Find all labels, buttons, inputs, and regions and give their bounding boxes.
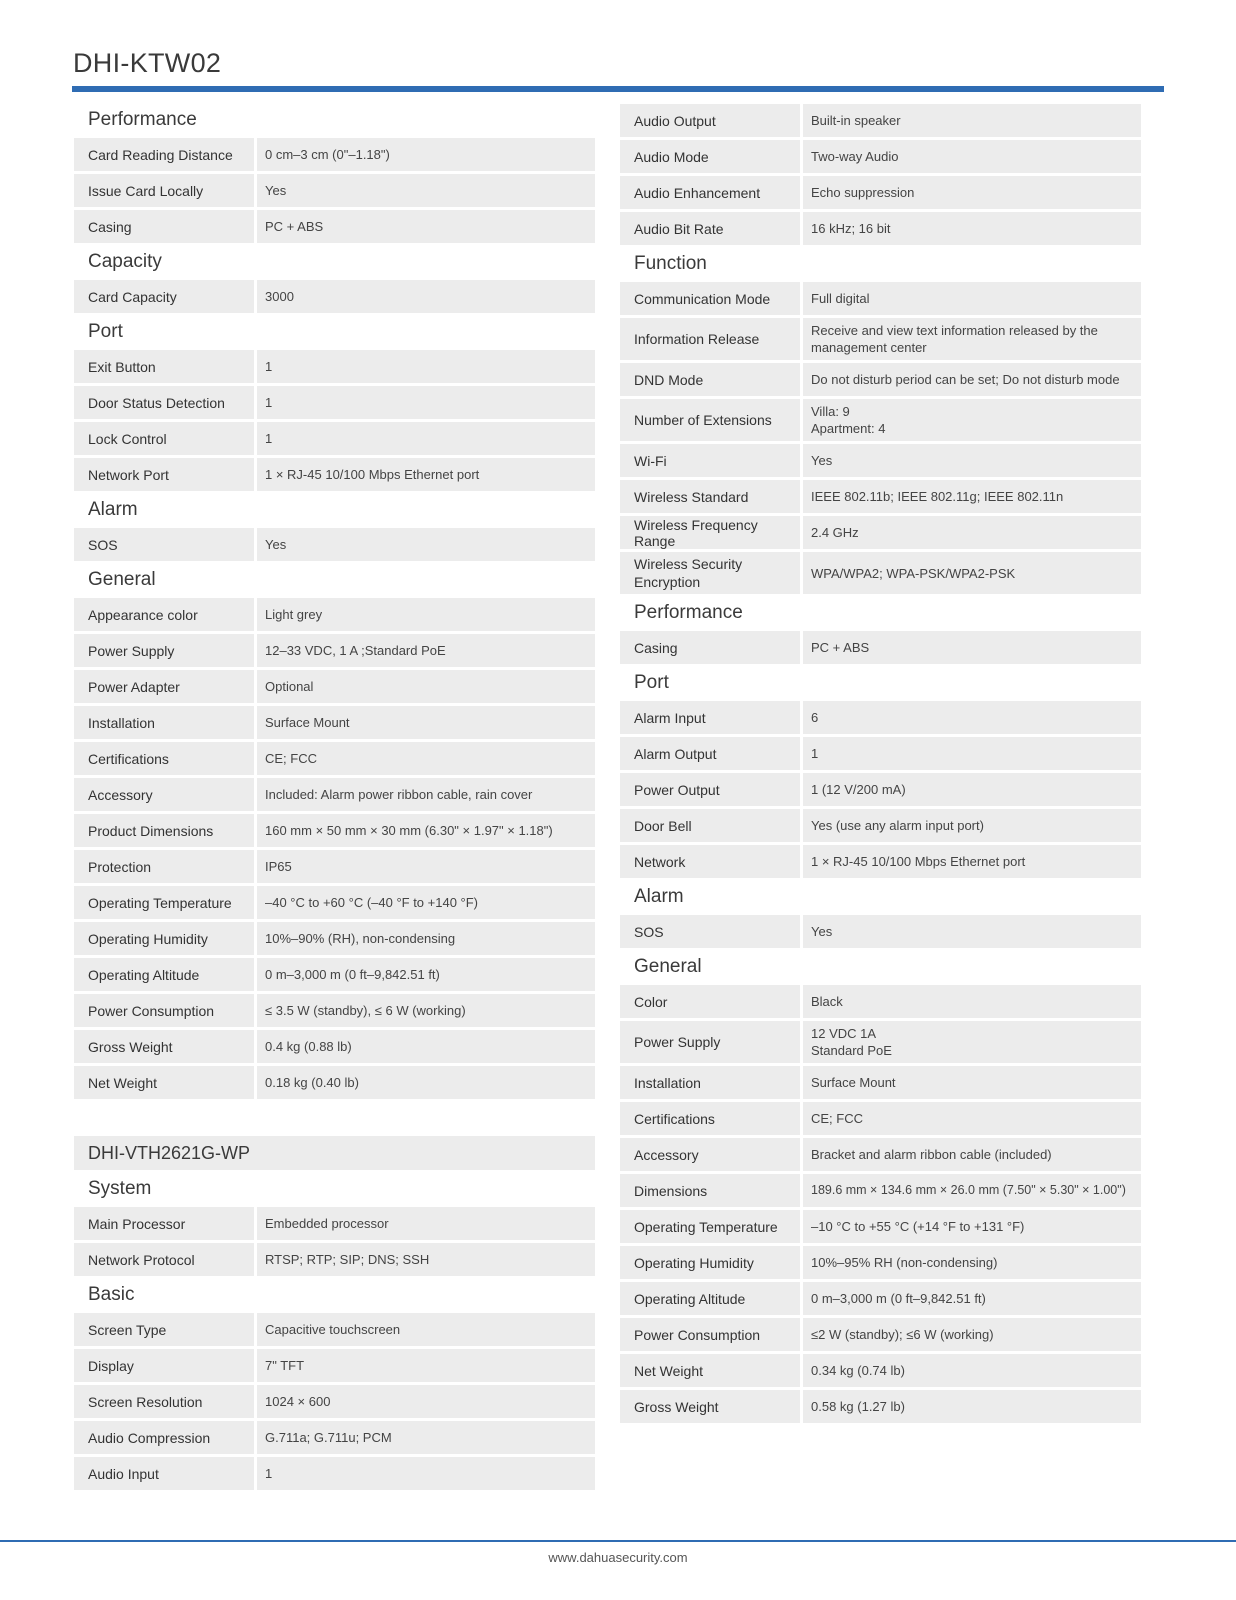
title-rule: [72, 86, 1164, 92]
spec-label: Communication Mode: [620, 282, 800, 315]
spec-value: 1024 × 600: [257, 1385, 595, 1418]
spec-value: Bracket and alarm ribbon cable (included): [803, 1138, 1141, 1171]
spec-row-issue-card-locally: [74, 174, 595, 207]
spec-label: Screen Type: [74, 1313, 254, 1346]
spec-label: Card Reading Distance: [74, 138, 254, 171]
spec-label: Installation: [74, 706, 254, 739]
spec-label: Wi-Fi: [620, 444, 800, 477]
spec-value: 10%–90% (RH), non-condensing: [257, 922, 595, 955]
spec-row-certifications: [74, 742, 595, 775]
spec-row-net-weight: [74, 1066, 595, 1099]
spec-value: 1 × RJ-45 10/100 Mbps Ethernet port: [803, 845, 1141, 878]
spec-label: Audio Enhancement: [620, 176, 800, 209]
spec-label: Power Supply: [74, 634, 254, 667]
spec-row-sos: [620, 915, 1141, 948]
spec-value: 0 m–3,000 m (0 ft–9,842.51 ft): [803, 1282, 1141, 1315]
spec-value: 16 kHz; 16 bit: [803, 212, 1141, 245]
spec-row-wireless-security-encryption: [620, 552, 1141, 594]
spec-row-wi-fi: [620, 444, 1141, 477]
spec-label: Power Consumption: [74, 994, 254, 1027]
spec-label: Protection: [74, 850, 254, 883]
page-title: DHI-KTW02: [73, 48, 222, 78]
spec-row-dimensions: [620, 1174, 1141, 1207]
spec-value: 6: [803, 701, 1141, 734]
section-heading-general: General: [88, 569, 156, 590]
spec-row-operating-humidity: [74, 922, 595, 955]
section-heading-alarm: Alarm: [88, 499, 138, 520]
spec-row-casing: [74, 210, 595, 243]
section-heading-basic: Basic: [88, 1284, 135, 1305]
spec-row-network: [620, 845, 1141, 878]
spec-value: 1 × RJ-45 10/100 Mbps Ethernet port: [257, 458, 595, 491]
spec-label: Operating Humidity: [620, 1246, 800, 1279]
spec-value: G.711a; G.711u; PCM: [257, 1421, 595, 1454]
spec-label: Lock Control: [74, 422, 254, 455]
spec-label: Audio Output: [620, 104, 800, 137]
spec-label: Power Supply: [620, 1021, 800, 1063]
spec-value: Yes: [257, 174, 595, 207]
spec-value: 1: [257, 422, 595, 455]
spec-label: Gross Weight: [620, 1390, 800, 1423]
spec-row-wireless-frequency-range: [620, 516, 1141, 549]
spec-value: 0.4 kg (0.88 lb): [257, 1030, 595, 1063]
spec-row-audio-input: [74, 1457, 595, 1490]
spec-label: Power Output: [620, 773, 800, 806]
spec-label: Casing: [620, 631, 800, 664]
spec-label: Operating Altitude: [620, 1282, 800, 1315]
spec-label: Network Protocol: [74, 1243, 254, 1276]
spec-label: Door Bell: [620, 809, 800, 842]
spec-row-dnd-mode: [620, 363, 1141, 396]
section-heading-general: General: [634, 956, 702, 977]
section-heading-port: Port: [88, 321, 123, 342]
spec-row-operating-altitude: [620, 1282, 1141, 1315]
spec-label: Card Capacity: [74, 280, 254, 313]
spec-row-information-release: [620, 318, 1141, 360]
spec-row-network-port: [74, 458, 595, 491]
spec-row-audio-output: [620, 104, 1141, 137]
spec-row-power-supply: [620, 1021, 1141, 1063]
spec-label: Screen Resolution: [74, 1385, 254, 1418]
spec-value: Yes (use any alarm input port): [803, 809, 1141, 842]
section-heading-port: Port: [634, 672, 669, 693]
spec-row-gross-weight: [620, 1390, 1141, 1423]
spec-label: Product Dimensions: [74, 814, 254, 847]
spec-row-operating-humidity: [620, 1246, 1141, 1279]
spec-label: Operating Temperature: [620, 1210, 800, 1243]
spec-row-gross-weight: [74, 1030, 595, 1063]
spec-value: 1: [257, 350, 595, 383]
spec-row-lock-control: [74, 422, 595, 455]
spec-label: Color: [620, 985, 800, 1018]
spec-value: PC + ABS: [257, 210, 595, 243]
spec-row-power-adapter: [74, 670, 595, 703]
spec-label: Exit Button: [74, 350, 254, 383]
spec-row-protection: [74, 850, 595, 883]
spec-label: Gross Weight: [74, 1030, 254, 1063]
spec-row-installation: [620, 1066, 1141, 1099]
spec-label: Operating Temperature: [74, 886, 254, 919]
spec-label: Audio Mode: [620, 140, 800, 173]
spec-value: RTSP; RTP; SIP; DNS; SSH: [257, 1243, 595, 1276]
spec-value: ≤ 3.5 W (standby), ≤ 6 W (working): [257, 994, 595, 1027]
spec-row-power-consumption: [74, 994, 595, 1027]
spec-value: 160 mm × 50 mm × 30 mm (6.30" × 1.97" × 1.18"): [257, 814, 595, 847]
spec-value: Yes: [803, 444, 1141, 477]
spec-value: IP65: [257, 850, 595, 883]
spec-row-product-dimensions: [74, 814, 595, 847]
spec-label: Net Weight: [620, 1354, 800, 1387]
spec-label: DND Mode: [620, 363, 800, 396]
spec-value: Capacitive touchscreen: [257, 1313, 595, 1346]
left-column: [74, 104, 595, 1493]
spec-row-operating-altitude: [74, 958, 595, 991]
spec-value: Optional: [257, 670, 595, 703]
spec-label: Display: [74, 1349, 254, 1382]
spec-value: 0.34 kg (0.74 lb): [803, 1354, 1141, 1387]
spec-value: 7" TFT: [257, 1349, 595, 1382]
spec-row-number-of-extensions: [620, 399, 1141, 441]
spec-row-main-processor: [74, 1207, 595, 1240]
spec-row-screen-type: [74, 1313, 595, 1346]
spec-value: ≤2 W (standby); ≤6 W (working): [803, 1318, 1141, 1351]
spec-value: Villa: 9 Apartment: 4: [803, 399, 1141, 441]
spec-value: Embedded processor: [257, 1207, 595, 1240]
spec-label: Main Processor: [74, 1207, 254, 1240]
spec-row-power-output: [620, 773, 1141, 806]
spec-label: SOS: [620, 915, 800, 948]
spec-label: Appearance color: [74, 598, 254, 631]
spec-row-wireless-standard: [620, 480, 1141, 513]
spec-value: Light grey: [257, 598, 595, 631]
spec-value: 189.6 mm × 134.6 mm × 26.0 mm (7.50" × 5.30" × 1.00"): [803, 1174, 1141, 1207]
spec-label: Network: [620, 845, 800, 878]
spec-value: CE; FCC: [257, 742, 595, 775]
spec-label: Audio Bit Rate: [620, 212, 800, 245]
spec-label: Audio Input: [74, 1457, 254, 1490]
spec-label: Power Adapter: [74, 670, 254, 703]
spec-label: Operating Humidity: [74, 922, 254, 955]
spec-label: Number of Extensions: [620, 399, 800, 441]
spec-label: Accessory: [74, 778, 254, 811]
spec-row-network-protocol: [74, 1243, 595, 1276]
spec-row-card-capacity: [74, 280, 595, 313]
footer-url: www.dahuasecurity.com: [548, 1550, 688, 1565]
spec-value: 1: [803, 737, 1141, 770]
section-heading-function: Function: [634, 253, 707, 274]
spec-label: Network Port: [74, 458, 254, 491]
spec-label: Wireless Security Encryption: [620, 552, 800, 594]
section-heading-performance: Performance: [634, 602, 743, 623]
spec-row-audio-bit-rate: [620, 212, 1141, 245]
spec-label: Net Weight: [74, 1066, 254, 1099]
spec-value: 10%–95% RH (non-condensing): [803, 1246, 1141, 1279]
spec-row-installation: [74, 706, 595, 739]
spec-label: Certifications: [620, 1102, 800, 1135]
spec-value: Yes: [257, 528, 595, 561]
spec-label: Door Status Detection: [74, 386, 254, 419]
spec-row-casing: [620, 631, 1141, 664]
spec-row-power-consumption: [620, 1318, 1141, 1351]
spec-value: PC + ABS: [803, 631, 1141, 664]
spec-label: Accessory: [620, 1138, 800, 1171]
spec-label: Information Release: [620, 318, 800, 360]
spec-row-color: [620, 985, 1141, 1018]
spec-value: Built-in speaker: [803, 104, 1141, 137]
spec-row-certifications: [620, 1102, 1141, 1135]
spec-row-accessory: [620, 1138, 1141, 1171]
spec-value: Full digital: [803, 282, 1141, 315]
spacer: [74, 1102, 595, 1136]
spec-value: –40 °C to +60 °C (–40 °F to +140 °F): [257, 886, 595, 919]
section-heading-performance: Performance: [88, 109, 197, 130]
spec-row-communication-mode: [620, 282, 1141, 315]
spec-label: Casing: [74, 210, 254, 243]
spec-value: 2.4 GHz: [803, 516, 1141, 549]
spec-value: 12–33 VDC, 1 A ;Standard PoE: [257, 634, 595, 667]
spec-value: Yes: [803, 915, 1141, 948]
spec-row-operating-temperature: [620, 1210, 1141, 1243]
section-heading-capacity: Capacity: [88, 251, 162, 272]
model-heading: DHI-VTH2621G-WP: [74, 1136, 595, 1170]
spec-value: 3000: [257, 280, 595, 313]
spec-value: 0 cm–3 cm (0"–1.18"): [257, 138, 595, 171]
spec-value: –10 °C to +55 °C (+14 °F to +131 °F): [803, 1210, 1141, 1243]
spec-value: 1: [257, 1457, 595, 1490]
spec-row-door-status-detection: [74, 386, 595, 419]
spec-value: Receive and view text information released by the management center: [803, 318, 1141, 360]
footer-rule: [0, 1540, 1236, 1542]
spec-row-operating-temperature: [74, 886, 595, 919]
spec-row-display: [74, 1349, 595, 1382]
spec-row-net-weight: [620, 1354, 1141, 1387]
spec-row-alarm-input: [620, 701, 1141, 734]
section-heading-alarm: Alarm: [634, 886, 684, 907]
spec-row-card-reading-distance: [74, 138, 595, 171]
spec-row-audio-enhancement: [620, 176, 1141, 209]
spec-label: Operating Altitude: [74, 958, 254, 991]
spec-row-exit-button: [74, 350, 595, 383]
spec-label: Certifications: [74, 742, 254, 775]
spec-value: Included: Alarm power ribbon cable, rain cover: [257, 778, 595, 811]
spec-label: SOS: [74, 528, 254, 561]
spec-value: 12 VDC 1A Standard PoE: [803, 1021, 1141, 1063]
spec-value: 0 m–3,000 m (0 ft–9,842.51 ft): [257, 958, 595, 991]
spec-label: Installation: [620, 1066, 800, 1099]
spec-row-accessory: [74, 778, 595, 811]
spec-label: Alarm Input: [620, 701, 800, 734]
spec-value: 0.18 kg (0.40 lb): [257, 1066, 595, 1099]
spec-value: CE; FCC: [803, 1102, 1141, 1135]
spec-value: Do not disturb period can be set; Do not disturb mode: [803, 363, 1141, 396]
spec-value: 1: [257, 386, 595, 419]
spec-label: Audio Compression: [74, 1421, 254, 1454]
spec-value: IEEE 802.11b; IEEE 802.11g; IEEE 802.11n: [803, 480, 1141, 513]
spec-value: 1 (12 V/200 mA): [803, 773, 1141, 806]
spec-value: 0.58 kg (1.27 lb): [803, 1390, 1141, 1423]
spec-row-alarm-output: [620, 737, 1141, 770]
spec-row-audio-mode: [620, 140, 1141, 173]
spec-value: Black: [803, 985, 1141, 1018]
spec-label: Dimensions: [620, 1174, 800, 1207]
spec-row-screen-resolution: [74, 1385, 595, 1418]
spec-value: Surface Mount: [803, 1066, 1141, 1099]
spec-value: Two-way Audio: [803, 140, 1141, 173]
spec-label: Power Consumption: [620, 1318, 800, 1351]
spec-row-door-bell: [620, 809, 1141, 842]
section-heading-system: System: [88, 1178, 152, 1199]
spec-value: WPA/WPA2; WPA-PSK/WPA2-PSK: [803, 552, 1141, 594]
spec-row-audio-compression: [74, 1421, 595, 1454]
spec-label: Wireless Frequency Range: [620, 516, 800, 549]
right-column: [620, 104, 1141, 1426]
spec-value: Surface Mount: [257, 706, 595, 739]
spec-label: Wireless Standard: [620, 480, 800, 513]
spec-row-sos: [74, 528, 595, 561]
spec-value: Echo suppression: [803, 176, 1141, 209]
spec-label: Issue Card Locally: [74, 174, 254, 207]
spec-row-power-supply: [74, 634, 595, 667]
spec-row-appearance-color: [74, 598, 595, 631]
spec-label: Alarm Output: [620, 737, 800, 770]
